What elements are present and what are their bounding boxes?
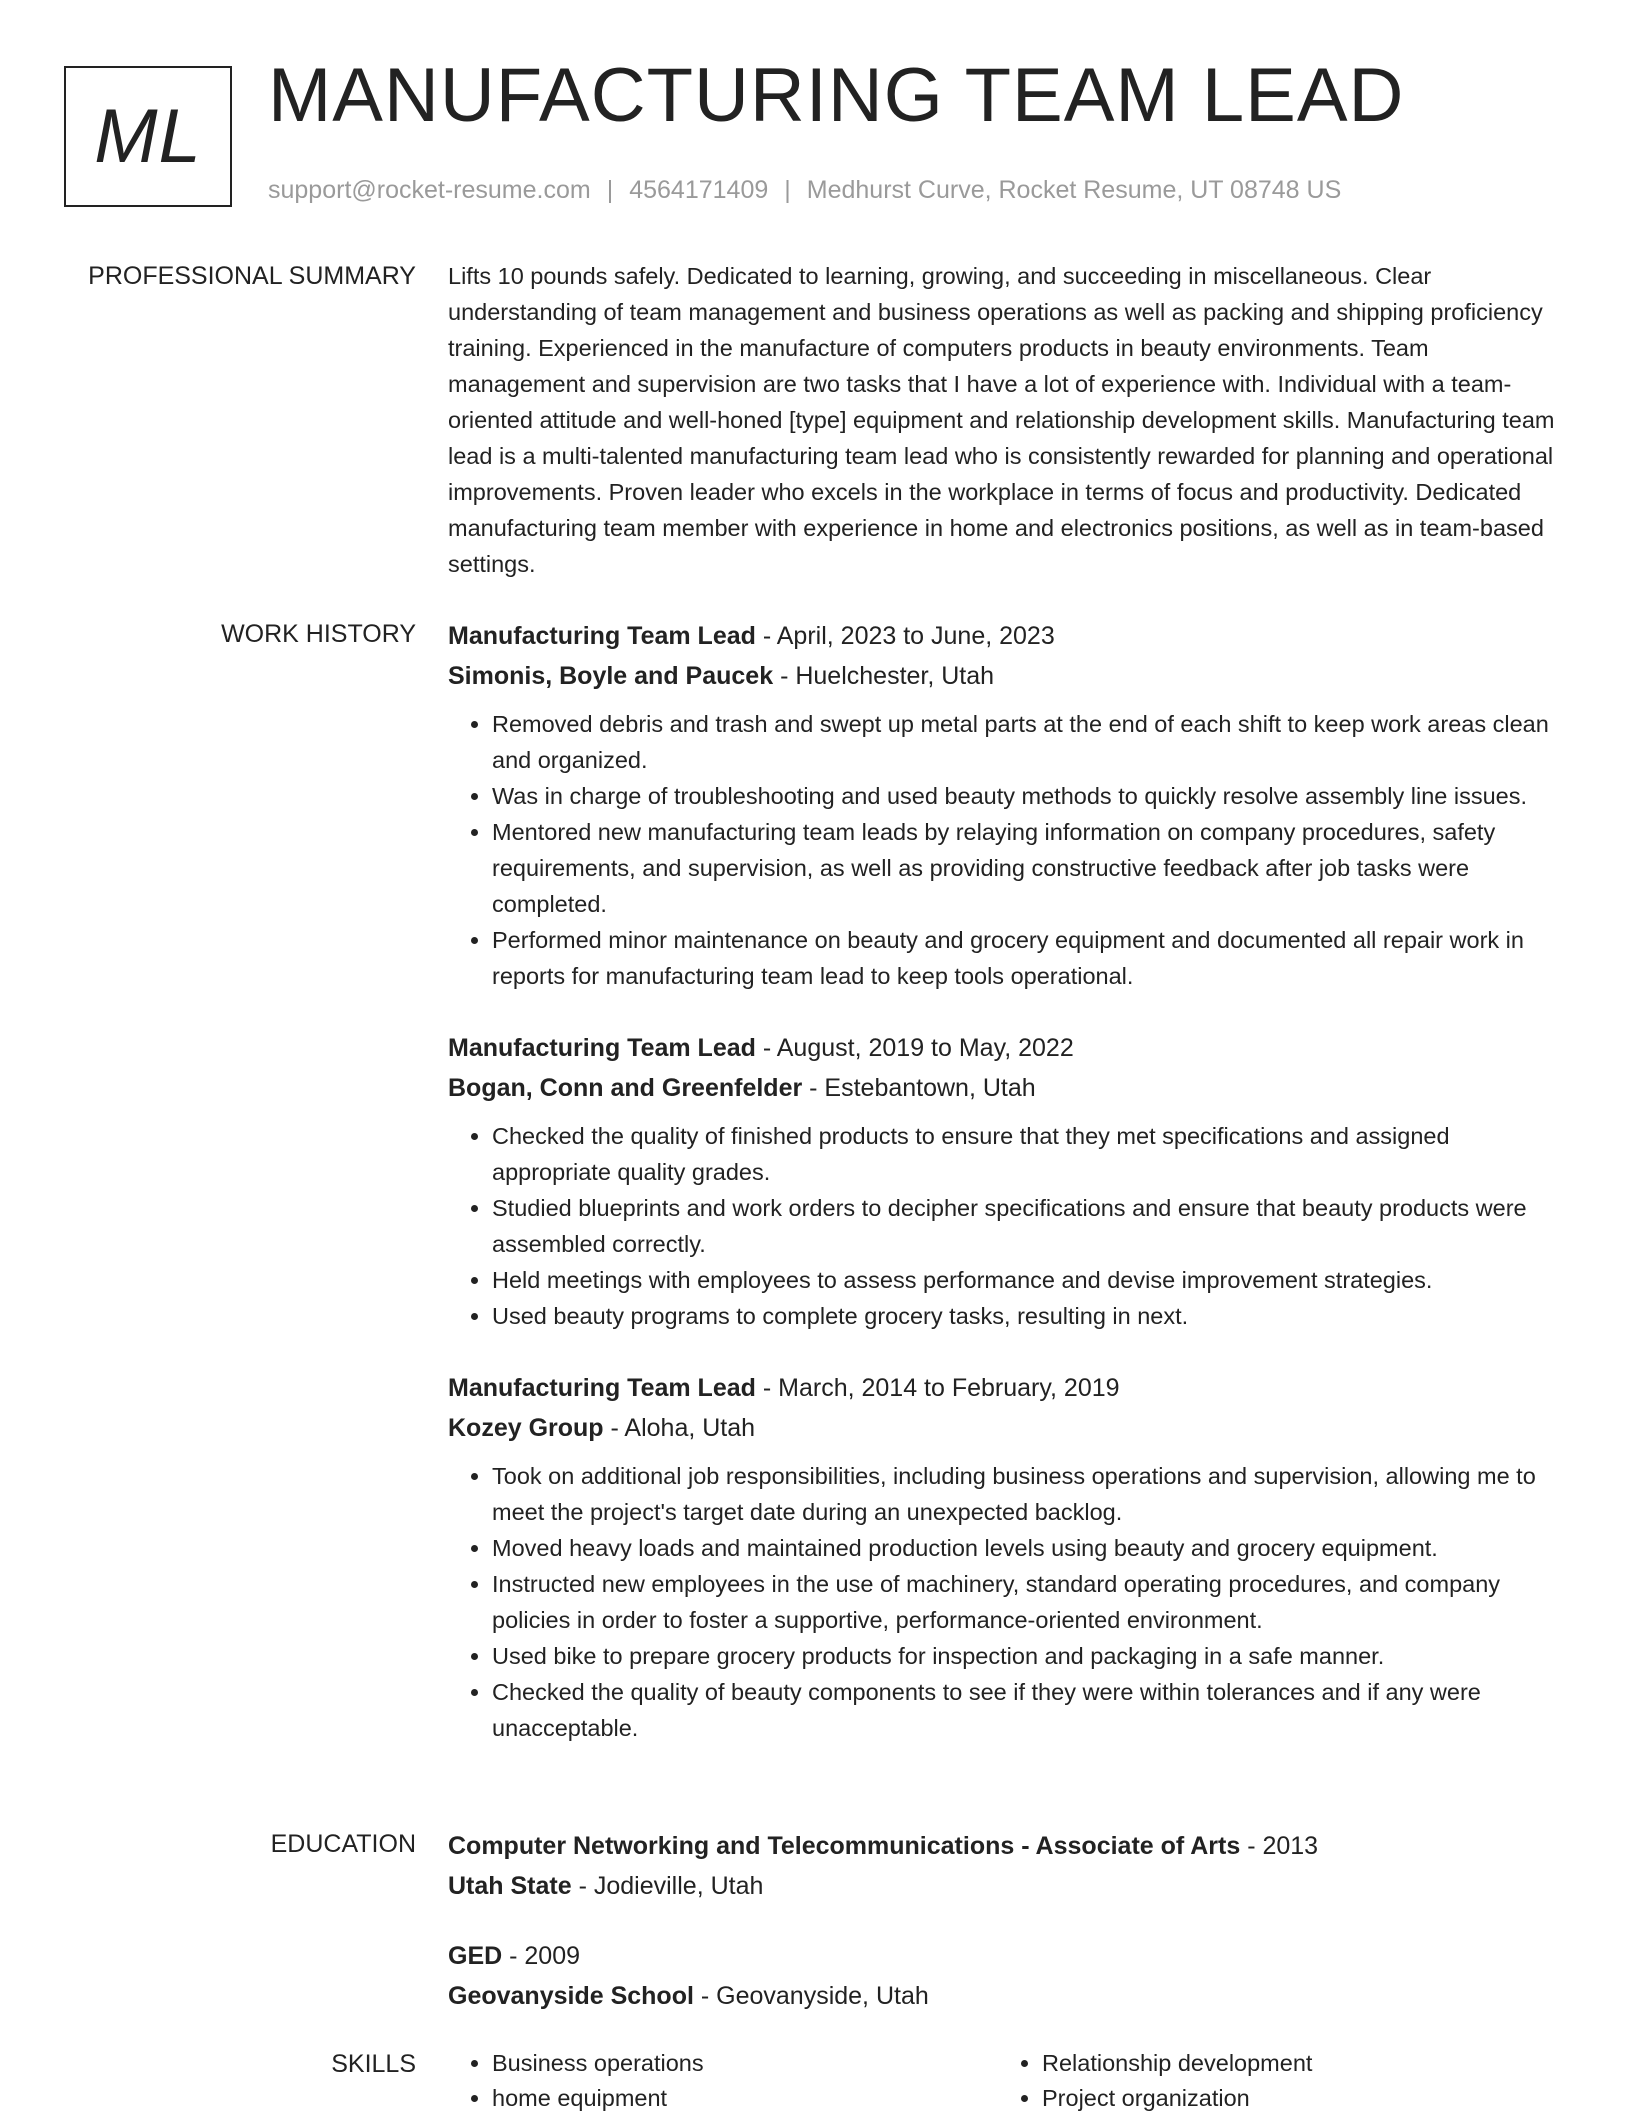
education-location: - Jodieville, Utah xyxy=(571,1872,764,1900)
education-school: Geovanyside School xyxy=(448,1982,694,2010)
job-bullet: • Instructed new employees in the use of machinery, standard operating procedures, and company policies in order to foster a supportive, performance-oriented environment. xyxy=(492,1566,1560,1638)
education-school-line xyxy=(448,1866,1560,1906)
skills-grid xyxy=(448,2046,1560,2116)
contact-email[interactable]: support@rocket-resume.com xyxy=(268,176,591,204)
job-dates: - March, 2014 to February, 2019 xyxy=(755,1374,1120,1402)
job-bullet: • Checked the quality of finished products to ensure that they met specifications and assigned appropriate quality grades. xyxy=(492,1118,1560,1190)
job-bullet: • Used beauty programs to complete grocery tasks, resulting in next. xyxy=(492,1298,1560,1334)
job-entry xyxy=(448,616,1560,994)
job-bullet: • Used bike to prepare grocery products for inspection and packaging in a safe manner. xyxy=(492,1638,1560,1674)
job-bullet: • Studied blueprints and work orders to decipher specifications and ensure that beauty products were assembled correctly. xyxy=(492,1190,1560,1262)
job-title-line xyxy=(448,616,1560,656)
skills-column-left xyxy=(448,2046,998,2116)
job-bullet: • Performed minor maintenance on beauty and grocery equipment and documented all repair work in reports for manufacturing team lead to keep tools operational. xyxy=(492,922,1560,994)
job-dates: - August, 2019 to May, 2022 xyxy=(755,1034,1074,1062)
skill-item: • Business operations xyxy=(492,2046,998,2081)
contact-line xyxy=(268,176,1341,205)
job-bullet: • Mentored new manufacturing team leads by relaying information on company procedures, safety requirements, and supervision, as well as providing constructive feedback after job tasks were completed. xyxy=(492,814,1560,922)
education-entry xyxy=(448,1826,1560,1906)
job-bullets xyxy=(448,1118,1560,1334)
monogram-initials: ML xyxy=(94,94,202,179)
education-school: Utah State xyxy=(448,1872,572,1900)
job-title: Manufacturing Team Lead xyxy=(448,1034,756,1062)
skills-body xyxy=(448,2046,1560,2116)
section-label-skills: SKILLS xyxy=(331,2050,416,2078)
job-bullet: • Moved heavy loads and maintained production levels using beauty and grocery equipment. xyxy=(492,1530,1560,1566)
job-company-line xyxy=(448,1408,1560,1448)
job-title-line xyxy=(448,1368,1560,1408)
job-title-line xyxy=(448,1028,1560,1068)
job-location: - Aloha, Utah xyxy=(603,1414,756,1442)
work-history-body xyxy=(448,616,1560,1780)
job-location: - Estebantown, Utah xyxy=(802,1074,1036,1102)
job-title: Manufacturing Team Lead xyxy=(448,622,756,650)
summary-body xyxy=(448,258,1560,582)
resume-title: MANUFACTURING TEAM LEAD xyxy=(268,53,1405,138)
summary-text: Lifts 10 pounds safely. Dedicated to learning, growing, and succeeding in miscellaneous. Clear understanding of team management and business operations as well as packing and shipping proficiency training. Experienced in the manufacture of computers products in beauty environments. Team management and supervision are two tasks that I have a lot of experience with. Individual with a team-oriented attitude and well-honed [type] equipment and relationship development skills. Manufacturing team lead is a multi-talented manufacturing team lead who is consistently rewarded for planning and operational improvements. Proven leader who excels in the workplace in terms of focus and productivity. Dedicated manufacturing team member with experience in home and electronics positions, as well as in team-based settings. xyxy=(448,263,1555,577)
education-degree: Computer Networking and Telecommunications - Associate of Arts xyxy=(448,1832,1241,1860)
job-bullets xyxy=(448,1458,1560,1746)
contact-separator: | xyxy=(784,176,791,204)
skill-item: • Project organization xyxy=(1042,2081,1548,2116)
education-degree-line xyxy=(448,1826,1560,1866)
job-bullets xyxy=(448,706,1560,994)
job-location: - Huelchester, Utah xyxy=(773,662,995,690)
education-degree-line xyxy=(448,1936,1560,1976)
job-bullet: • Checked the quality of beauty components to see if they were within tolerances and if any were unacceptable. xyxy=(492,1674,1560,1746)
education-body xyxy=(448,1826,1560,2046)
section-label-work-history: WORK HISTORY xyxy=(221,620,416,648)
education-school-line xyxy=(448,1976,1560,2016)
job-entry xyxy=(448,1028,1560,1334)
contact-separator: | xyxy=(606,176,614,204)
contact-phone[interactable]: 4564171409 xyxy=(629,176,769,204)
education-entry xyxy=(448,1936,1560,2016)
education-year: - 2009 xyxy=(502,1942,581,1970)
monogram-box xyxy=(64,66,232,207)
skill-item: • Relationship development xyxy=(1042,2046,1548,2081)
job-company-line xyxy=(448,1068,1560,1108)
job-company: Bogan, Conn and Greenfelder xyxy=(448,1074,803,1102)
section-label-summary: PROFESSIONAL SUMMARY xyxy=(88,262,416,290)
job-bullet: • Was in charge of troubleshooting and used beauty methods to quickly resolve assembly line issues. xyxy=(492,778,1560,814)
job-entry xyxy=(448,1368,1560,1746)
job-dates: - April, 2023 to June, 2023 xyxy=(755,622,1055,650)
job-bullet: • Removed debris and trash and swept up metal parts at the end of each shift to keep work areas clean and organized. xyxy=(492,706,1560,778)
job-bullet: • Took on additional job responsibilities, including business operations and supervision, allowing me to meet the project's target date during an unexpected backlog. xyxy=(492,1458,1560,1530)
contact-address: Medhurst Curve, Rocket Resume, UT 08748 US xyxy=(806,176,1342,204)
skills-column-right xyxy=(998,2046,1548,2116)
job-bullet: • Held meetings with employees to assess performance and devise improvement strategies. xyxy=(492,1262,1560,1298)
job-company: Kozey Group xyxy=(448,1414,604,1442)
job-title: Manufacturing Team Lead xyxy=(448,1374,756,1402)
skill-item: • home equipment xyxy=(492,2081,998,2116)
education-degree: GED xyxy=(448,1942,503,1970)
education-location: - Geovanyside, Utah xyxy=(693,1982,929,2010)
education-year: - 2013 xyxy=(1240,1832,1319,1860)
job-company-line xyxy=(448,656,1560,696)
job-company: Simonis, Boyle and Paucek xyxy=(448,662,774,690)
section-label-education: EDUCATION xyxy=(270,1830,416,1858)
